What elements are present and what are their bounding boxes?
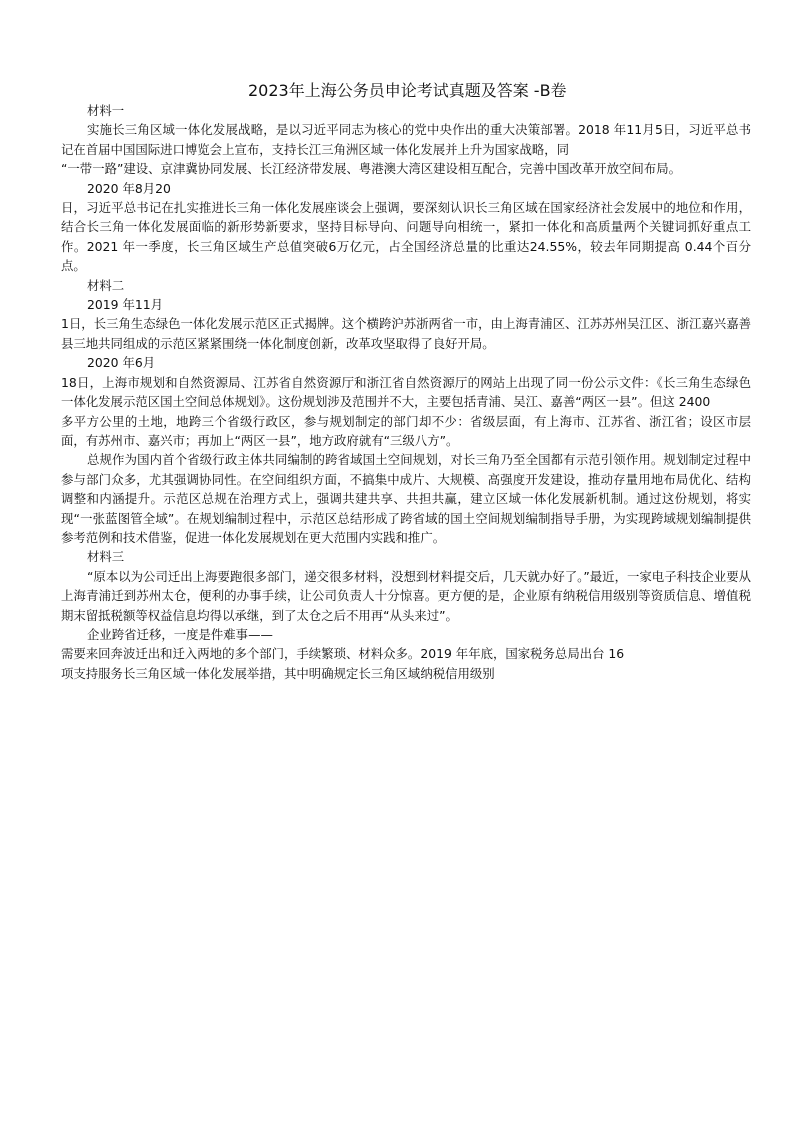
material-two-heading: 材料二 xyxy=(87,277,125,293)
paragraph: “一带一路”建设、京津冀协同发展、长江经济带发展、粤港澳大湾区建设相互配合，完善中国改革开放空间布局。 xyxy=(61,161,681,177)
document-title: 2023年上海公务员申论考试真题及答案 -B卷 xyxy=(248,81,567,100)
paragraph: 多平方公里的土地，地跨三个省级行政区，参与规划制定的部门却不少：省级层面，有上海市、江苏省、浙江省；设区市层面，有苏州市、嘉兴市；再加上“两区一县”，地方政府就有“三级八方”。 xyxy=(61,413,751,448)
paragraph: 1日，长三角生态绿色一体化发展示范区正式揭牌。这个横跨沪苏浙两省一市，由上海青浦区、江苏苏州吴江区、浙江嘉兴嘉善县三地共同组成的示范区紧紧围绕一体化制度创新，改革攻坚取得了良好开局。 xyxy=(61,316,751,351)
material-one-heading: 材料一 xyxy=(87,103,125,118)
date-line: 2020 年8月20 xyxy=(87,180,171,196)
paragraph: 总规作为国内首个省级行政主体共同编制的跨省域国土空间规划，对长三角乃至全国都有示范引领作用。规划制定过程中参与部门众多，尤其强调协同性。在空间组织方面，不搞集中成片、大规模、高强度开发建设，推动存量用地布局优化、结构调整和内涵提升。示范区总规在治理方式上，强调共建共享、共担共赢，建立区域一体化发展新机制。通过这份规划，将实现“一张蓝图管全域”。在规划编制过程中，示范区总结形成了跨省域的国土空间规划编制指导手册，为实现跨域规划编制提供参考范例和技术借鉴，促进一体化发展规划在更大范围内实践和推广。 xyxy=(61,452,751,545)
paragraph: 实施长三角区域一体化发展战略，是以习近平同志为核心的党中央作出的重大决策部署。2018 年11月5日，习近平总书记在首届中国国际进口博览会上宣布，支持长江三角洲区域一体化发展并上升为国家战略，同 xyxy=(61,122,751,157)
date-line: 2020 年6月 xyxy=(87,355,156,371)
paragraph: 企业跨省迁移，一度是件难事—— xyxy=(87,626,273,642)
paragraph: 日，习近平总书记在扎实推进长三角一体化发展座谈会上强调，要深刻认识长三角区域在国家经济社会发展中的地位和作用，结合长三角一体化发展面临的新形势新要求，坚持目标导向、问题导向相统一，紧扣一体化和高质量两个关键词抓好重点工作。2021 年一季度，长三角区域生产总值突破6万亿元，占全国经济总量的比重达24.55%，较去年同期提高 0.44个百分点。 xyxy=(61,200,751,274)
paragraph: “原本以为公司迁出上海要跑很多部门，递交很多材料，没想到材料提交后，几天就办好了。”最近，一家电子科技企业要从上海青浦迁到苏州太仓，便利的办事手续，让公司负责人十分惊喜。更方便的是，企业原有纳税信用级别等资质信息、增值税期末留抵税额等权益信息均得以承继，到了太仓之后不用再“从头来过”。 xyxy=(61,568,751,623)
paragraph: 项支持服务长三角区域一体化发展举措，其中明确规定长三角区域纳税信用级别 xyxy=(61,665,495,681)
paragraph: 18日，上海市规划和自然资源局、江苏省自然资源厅和浙江省自然资源厅的网站上出现了同一份公示文件：《长三角生态绿色一体化发展示范区国土空间总体规划》。这份规划涉及范围并不大，主要包括青浦、吴江、嘉善“两区一县”。但这 2400 xyxy=(61,374,751,410)
date-line: 2019 年11月 xyxy=(87,297,164,313)
paragraph: 需要来回奔波迁出和迁入两地的多个部门，手续繁琐、材料众多。2019 年年底，国家税务总局出台 16 xyxy=(61,646,625,662)
document-body xyxy=(61,101,751,683)
material-three-heading: 材料三 xyxy=(87,549,125,565)
